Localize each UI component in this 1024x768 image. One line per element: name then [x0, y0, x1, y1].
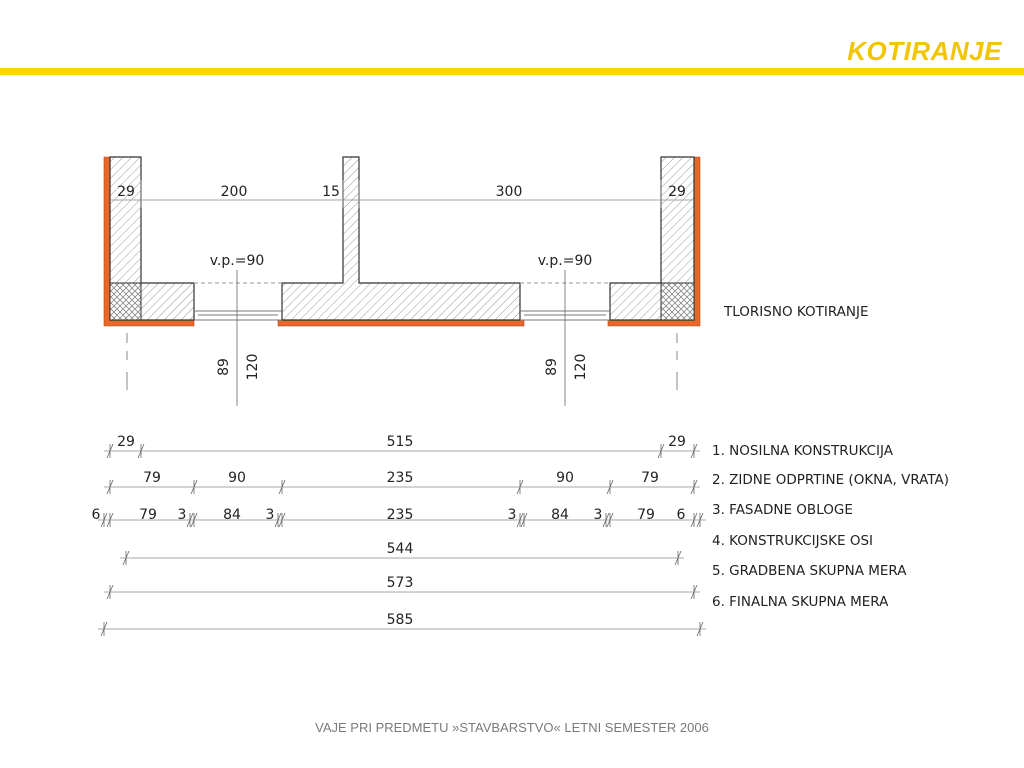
corner-right	[661, 283, 694, 320]
plan-dim-29-right: 29	[668, 184, 686, 200]
chain-3-value: 3	[507, 507, 517, 523]
chain-4-value: 544	[386, 541, 414, 557]
dimension-chains	[92, 434, 950, 636]
window-left-dim-120: 120	[245, 353, 261, 381]
chain-3-label: 3. FASADNE OBLOGE	[712, 502, 853, 518]
chain-3-value: 84	[551, 507, 569, 523]
chain-1-value: 29	[117, 434, 135, 450]
plan-dim-300: 300	[495, 184, 523, 200]
plan-dim-15: 15	[322, 184, 340, 200]
chain-3-value: 84	[223, 507, 241, 523]
plan-top-dimension-line	[110, 180, 694, 208]
chain-3-value: 6	[676, 507, 686, 523]
chain-3-value: 79	[139, 507, 157, 523]
chain-2-value: 90	[228, 470, 246, 486]
window-right-dim-120: 120	[573, 353, 589, 381]
window-left	[194, 283, 282, 320]
plan-label: TLORISNO KOTIRANJE	[724, 304, 869, 320]
window-left-sill-label: v.p.=90	[209, 253, 265, 269]
corner-left	[110, 283, 141, 320]
chain-3-value: 3	[265, 507, 275, 523]
footer-text: VAJE PRI PREDMETU »STAVBARSTVO« LETNI SEMESTER 2006	[315, 720, 709, 735]
chain-5-value: 573	[386, 575, 414, 591]
chain-1-value: 515	[386, 434, 414, 450]
chain-5-label: 5. GRADBENA SKUPNA MERA	[712, 563, 907, 579]
page-title: KOTIRANJE	[847, 36, 1002, 66]
chain-3-value: 6	[91, 507, 101, 523]
cladding-middle	[278, 320, 524, 326]
chain-3-value: 3	[593, 507, 603, 523]
window-right-dim-89: 89	[544, 358, 560, 376]
chain-2-value: 79	[143, 470, 161, 486]
chain-3-value: 235	[386, 507, 414, 523]
chain-2-value: 235	[386, 470, 414, 486]
chain-3-value: 79	[637, 507, 655, 523]
chain-4-label: 4. KONSTRUKCIJSKE OSI	[712, 533, 874, 549]
plan-dim-29-left: 29	[117, 184, 135, 200]
chain-2-value: 79	[641, 470, 659, 486]
chain-1-value: 29	[668, 434, 686, 450]
chain-6-value: 585	[386, 612, 414, 628]
window-right-sill-label: v.p.=90	[537, 253, 593, 269]
plan-dim-200: 200	[220, 184, 248, 200]
chain-6-label: 6. FINALNA SKUPNA MERA	[712, 594, 889, 610]
window-left-dim-89: 89	[216, 358, 232, 376]
chain-1-label: 1. NOSILNA KONSTRUKCIJA	[712, 443, 894, 459]
chain-2-value: 90	[556, 470, 574, 486]
chain-3-value: 3	[177, 507, 187, 523]
chain-2-label: 2. ZIDNE ODPRTINE (OKNA, VRATA)	[712, 472, 950, 488]
wall-middle	[282, 157, 520, 320]
floor-plan	[104, 157, 869, 406]
